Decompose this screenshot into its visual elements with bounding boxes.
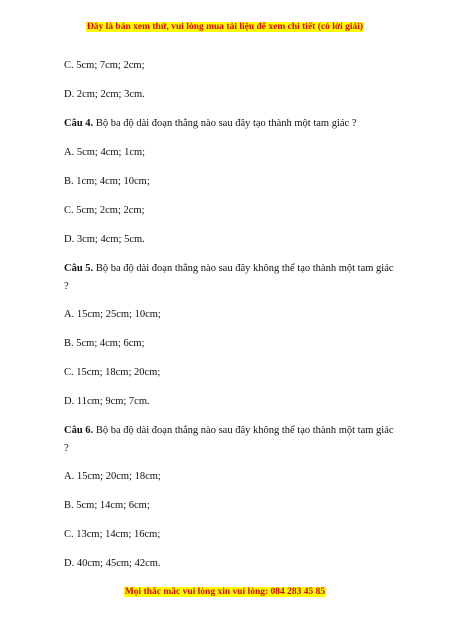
question-5-option-b: B. 5cm; 4cm; 6cm; — [64, 338, 145, 349]
question-4-text: Bộ ba độ dài đoạn thẳng nào sau đây tạo thành một tam giác ? — [93, 118, 357, 129]
question-5-stem — [64, 263, 394, 275]
question-6-text: Bộ ba độ dài đoạn thẳng nào sau đây không thể tạo thành một tam giác — [93, 425, 394, 436]
header-banner-text: Đây là bản xem thử, vui lòng mua tài liệu để xem chi tiết (có lời giải) — [86, 22, 364, 32]
question-5-option-a: A. 15cm; 25cm; 10cm; — [64, 309, 161, 320]
question-6-option-d: D. 40cm; 45cm; 42cm. — [64, 558, 161, 569]
question-4-option-a: A. 5cm; 4cm; 1cm; — [64, 147, 146, 158]
prev-option-c: C. 5cm; 7cm; 2cm; — [64, 60, 145, 71]
question-5-label: Câu 5. — [64, 263, 94, 274]
question-6-option-c: C. 13cm; 14cm; 16cm; — [64, 529, 161, 540]
question-6-option-a: A. 15cm; 20cm; 18cm; — [64, 471, 161, 482]
question-4-stem — [64, 118, 394, 130]
question-6-text-continuation: ? — [64, 443, 69, 454]
header-banner — [0, 22, 450, 32]
question-6-option-b: B. 5cm; 14cm; 6cm; — [64, 500, 150, 511]
question-4-option-b: B. 1cm; 4cm; 10cm; — [64, 176, 150, 187]
question-5-text-continuation: ? — [64, 281, 69, 292]
question-6-stem — [64, 425, 394, 437]
footer-banner — [0, 587, 450, 597]
question-5-option-c: C. 15cm; 18cm; 20cm; — [64, 367, 161, 378]
question-4-label: Câu 4. — [64, 118, 94, 129]
prev-option-d: D. 2cm; 2cm; 3cm. — [64, 89, 145, 100]
footer-banner-text: Mọi thắc mắc vui lòng xin vui lòng: 084 283 45 85 — [124, 587, 326, 597]
question-5-text: Bộ ba độ dài đoạn thẳng nào sau đây không thể tạo thành một tam giác — [93, 263, 394, 274]
question-4-option-c: C. 5cm; 2cm; 2cm; — [64, 205, 145, 216]
question-4-option-d: D. 3cm; 4cm; 5cm. — [64, 234, 145, 245]
question-6-label: Câu 6. — [64, 425, 94, 436]
question-5-option-d: D. 11cm; 9cm; 7cm. — [64, 396, 150, 407]
